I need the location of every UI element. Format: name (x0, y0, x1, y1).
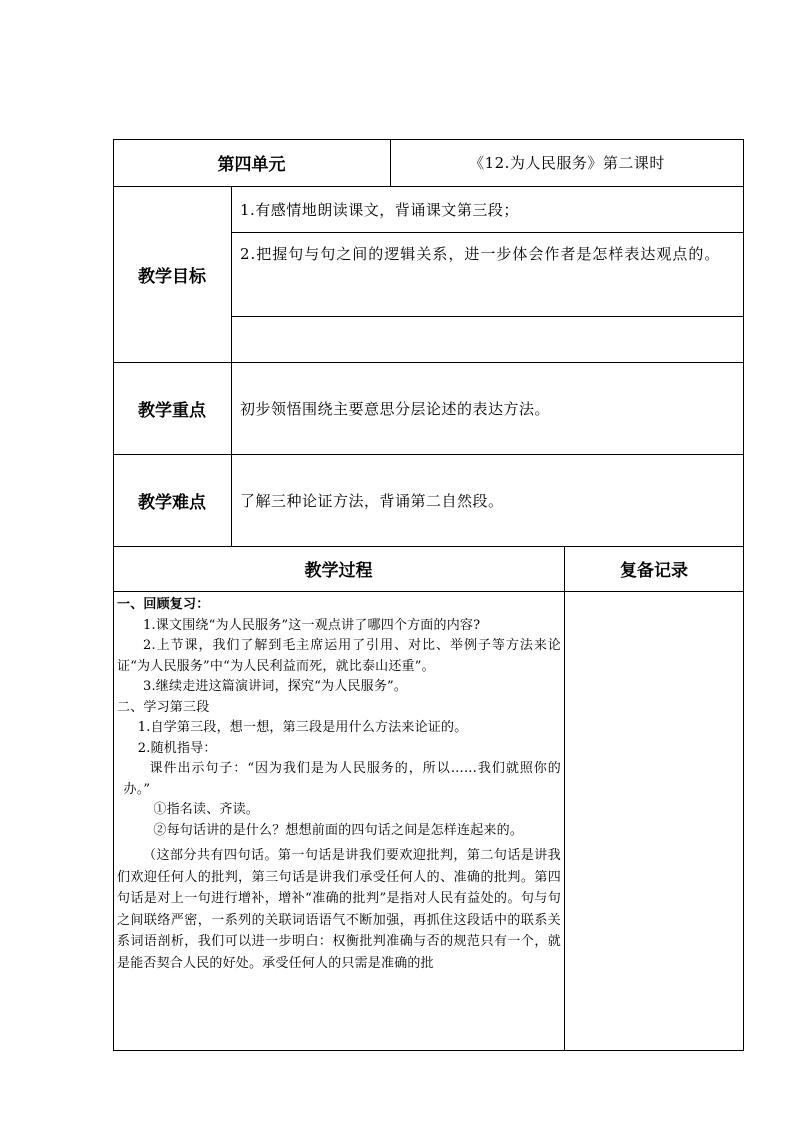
section-heading: 二、学习第三段 (117, 699, 210, 715)
goal-item-1: 1.有感情地朗读课文，背诵课文第三段； (240, 200, 519, 219)
goal-item-2: 2.把握句与句之间的逻辑关系，进一步体会作者是怎样表达观点的。 (240, 245, 721, 263)
process-header: 教学过程 (304, 561, 373, 581)
notes-column (564, 591, 744, 1051)
process-paragraph: 3.继续走进这篇演讲词，探究“为人民服务”。 (143, 679, 408, 694)
process-content (117, 595, 561, 1051)
goal-item-3 (240, 316, 740, 362)
process-paragraph: 2.随机指导： (137, 740, 217, 756)
unit-title: 第四单元 (217, 155, 286, 175)
process-paragraph: ①指名读、齐读。 (153, 802, 259, 817)
key-points-label: 教学重点 (138, 400, 206, 421)
key-points-text: 初步领悟围绕主要意思分层论述的表达方法。 (240, 399, 551, 418)
process-paragraph: ②每句话讲的是什么？想想前面的四句话之间是怎样连起来的。 (153, 822, 523, 838)
process-paragraph: 2.上节课，我们了解到毛主席运用了引用、对比、举例子等方法来论证“为人民服务”中“为人民利益而死，就比泰山还重”。 (117, 638, 561, 674)
section-heading: 一、回顾复习： (117, 597, 210, 612)
process-paragraph: 1.课文围绕“为人民服务”这一观点讲了哪四个方面的内容? (143, 617, 481, 633)
column-divider (231, 186, 232, 546)
difficulties-text: 了解三种论证方法，背诵第二自然段。 (240, 491, 504, 510)
process-paragraph: 1.自学第三段，想一想，第三段是用什么方法来论证的。 (137, 720, 468, 735)
row-divider (231, 232, 744, 233)
lesson-title: 《12.为人民服务》第二课时 (469, 154, 665, 172)
goals-label: 教学目标 (138, 266, 206, 287)
process-paragraph: 课件出示句子：“因为我们是为人民服务的，所以……我们就照你的办。” (123, 761, 561, 797)
notes-header: 复备记录 (620, 561, 688, 581)
process-paragraph: （这部分共有四句话。第一句话是讲我们要欢迎批判，第二句话是讲我们欢迎任何人的批判，第三句话是讲我们承受任何人的、准确的批判。第四句话是对上一句进行增补，增补“准确的批判”是指对人民有益处的。句与句之间联络严密，一系列的关联词语语气不断加强，再抓住这段话中的联系关系词语剖析，我们可以进一步明白：权衡批判准确与否的规范只有一个，就是能否契合人民的好处。承受任何人的只需是准确的批 (117, 848, 561, 971)
difficulties-label: 教学难点 (138, 492, 206, 513)
